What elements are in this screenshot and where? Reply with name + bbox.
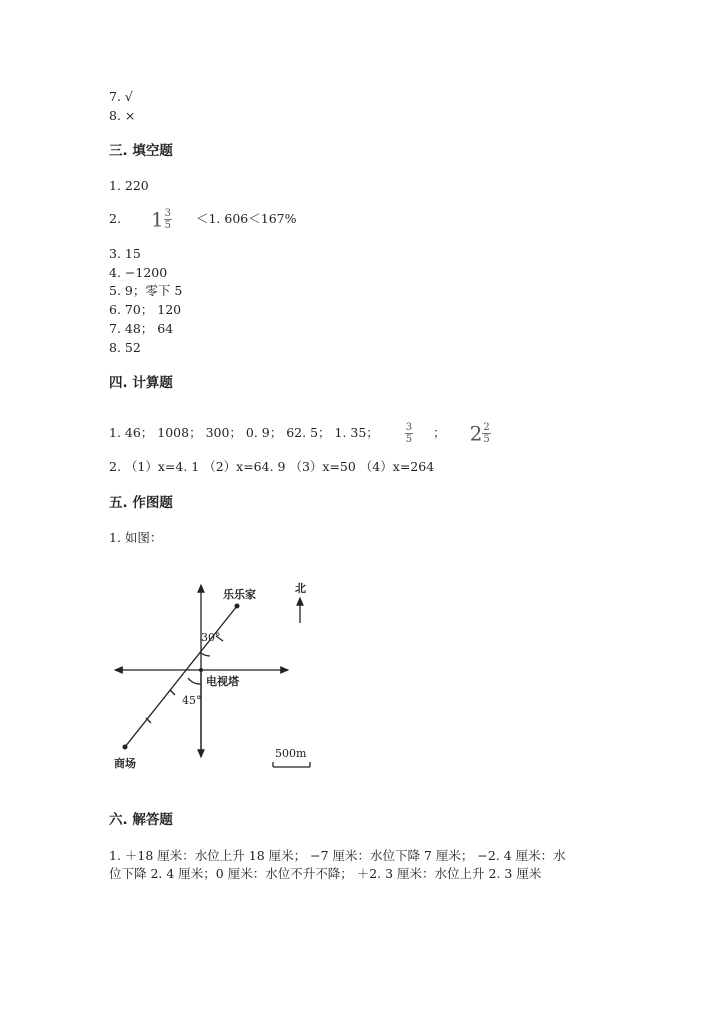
section-heading-fill-in: 三. 填空题 — [109, 143, 173, 159]
answer-judge-7: 7. √ — [109, 89, 133, 104]
label-scale: 500m — [275, 747, 307, 760]
answer-fill-5: 5. 9；零下 5 — [109, 283, 183, 298]
answer-fill-3: 3. 15 — [109, 246, 141, 261]
fraction: $\frac{3}{5}$ — [405, 422, 413, 445]
section-heading-calculation: 四. 计算题 — [109, 375, 173, 391]
mixed-number-whole: 2 — [469, 421, 483, 446]
answer-fill-8: 8. 52 — [109, 340, 141, 355]
answer-solution-line2: 位下降 2. 4 厘米；0 厘米：水位不升不降； ＋2. 3 厘米：水位上升 2. 3 厘米 — [109, 866, 542, 881]
comparison-text: ＜1. 606＜167% — [195, 211, 297, 226]
answer-solution-line1: 1. ＋18 厘米：水位上升 18 厘米； −7 厘米：水位下降 7 厘米； −2. 4 厘米：水 — [109, 848, 566, 863]
answer-calc-2: 2. （1）x=4. 1 （2）x=64. 9 （3）x=50 （4）x=264 — [109, 459, 435, 474]
answer-fill-4: 4. −1200 — [109, 265, 168, 280]
answer-draw-1: 1. 如图： — [109, 530, 163, 545]
answer-judge-8: 8. × — [109, 108, 136, 123]
separator: ； — [433, 425, 446, 440]
label-angle-30: 30° — [201, 631, 221, 644]
label-north: 北 — [295, 582, 306, 595]
label-tower: 电视塔 — [206, 675, 239, 688]
answer-fill-6: 6. 70； 120 — [109, 302, 182, 317]
label-mall: 商场 — [114, 757, 136, 770]
section-heading-solutions: 六. 解答题 — [109, 812, 173, 828]
label-angle-45: 45° — [182, 694, 202, 707]
fraction: $\frac{3}{5}$ — [164, 208, 172, 231]
fraction: $\frac{2}{5}$ — [483, 422, 490, 445]
mall-point — [123, 745, 128, 750]
label-home: 乐乐家 — [223, 588, 256, 601]
section-heading-drawing: 五. 作图题 — [109, 495, 173, 511]
mixed-number-whole: 1 — [150, 207, 164, 232]
home-point — [235, 604, 240, 609]
calc-values: 1. 46； 1008； 300； 0. 9； 62. 5； 1. 35； — [109, 425, 379, 440]
answer-fill-7: 7. 48； 64 — [109, 321, 174, 336]
answer-fill-1: 1. 220 — [109, 178, 149, 193]
item-number: 2. — [109, 211, 121, 226]
